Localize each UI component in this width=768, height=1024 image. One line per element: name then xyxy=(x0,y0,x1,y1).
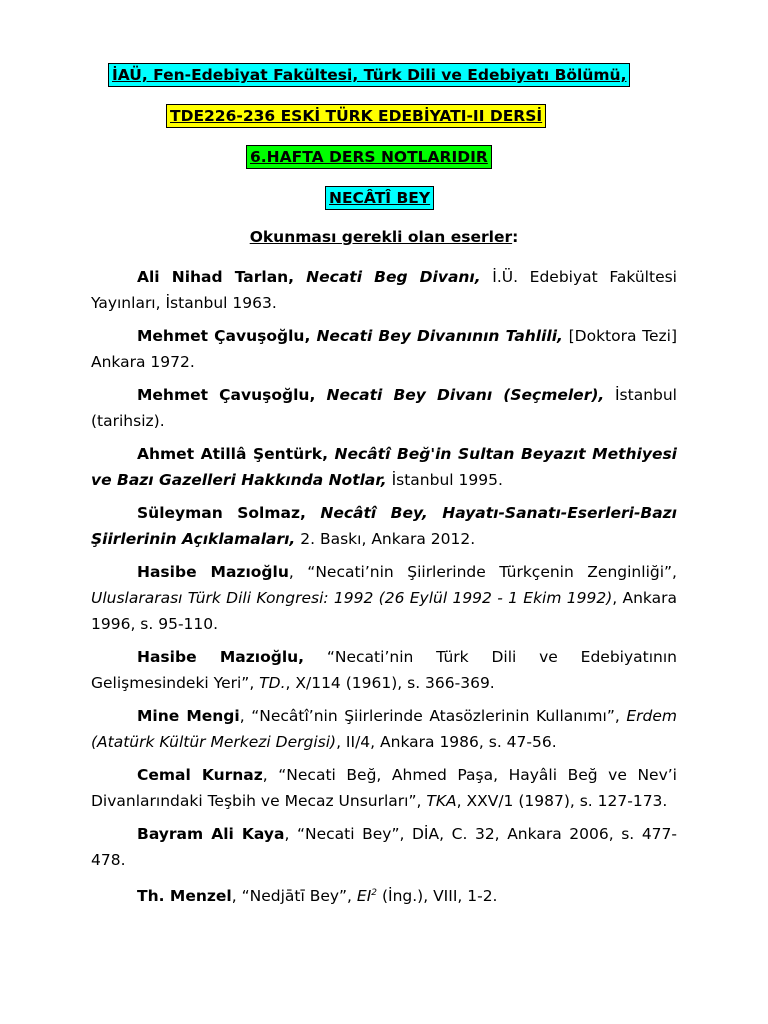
reference-details: , XXV/1 (1987), s. 127-173. xyxy=(456,792,668,810)
reference-item xyxy=(91,264,677,316)
reference-details: İ.Ü. Edebiyat Fakültesi Yayınları, İstanbul 1963. xyxy=(91,268,677,312)
reference-item xyxy=(91,644,677,696)
reference-title: , “Necati Beğ, Ahmed Paşa, Hayâli Beğ ve Nev’i Divanlarındaki Teşbih ve Mecaz Unsurları”, xyxy=(91,766,677,810)
reference-details: , II/4, Ankara 1986, s. 47-56. xyxy=(336,733,557,751)
reference-item xyxy=(91,323,677,375)
reference-work: Necati Bey Divanının Tahlili, xyxy=(310,327,563,345)
reference-title: , “Necâtî’nin Şiirlerinde Atasözlerinin Kullanımı”, xyxy=(239,707,627,725)
reference-item xyxy=(91,821,677,873)
reference-title: , “Necati Bey”, DİA, C. 32, Ankara 2006, s. 477-478. xyxy=(91,825,677,869)
reference-journal: TKA xyxy=(426,792,457,810)
course-heading-text: TDE226-236 ESKİ TÜRK EDEBİYATI-II DERSİ xyxy=(170,107,543,125)
reference-item xyxy=(91,500,677,552)
reference-list xyxy=(91,264,677,916)
course-heading xyxy=(166,104,546,128)
topic-heading xyxy=(325,186,434,210)
reference-work: Necâtî Beğ'in Sultan Beyazıt Methiyesi ve Bazı Gazelleri Hakkında Notlar, xyxy=(91,445,677,489)
reference-title: “Necati’nin Türk Dili ve Edebiyatının Gelişmesindeki Yeri”, xyxy=(91,648,677,692)
reference-author: Ali Nihad Tarlan, xyxy=(137,268,295,286)
reference-item xyxy=(91,703,677,755)
week-heading xyxy=(246,145,492,169)
reference-details: , Ankara 1996, s. 95-110. xyxy=(91,589,677,633)
reference-details: (İng.), VIII, 1-2. xyxy=(377,887,498,906)
week-heading-text: 6.HAFTA DERS NOTLARIDIR xyxy=(250,148,488,166)
reference-details: , X/114 (1961), s. 366-369. xyxy=(285,674,495,692)
reference-journal: Uluslararası Türk Dili Kongresi: 1992 (26 Eylül 1992 - 1 Ekim 1992) xyxy=(91,589,613,607)
reference-journal: Erdem (Atatürk Kültür Merkezi Dergisi) xyxy=(91,707,677,751)
reference-details: İstanbul (tarihsiz). xyxy=(91,386,677,430)
reference-work: Necâtî Bey, Hayatı-Sanatı-Eserleri-Bazı Şiirlerinin Açıklamaları, xyxy=(91,504,677,548)
reference-author: Ahmet Atillâ Şentürk, xyxy=(137,445,328,463)
reference-item xyxy=(91,559,677,637)
reading-list-title: Okunması gerekli olan eserler: xyxy=(249,228,519,246)
reference-item xyxy=(91,382,677,434)
reference-journal: EI xyxy=(356,887,372,906)
reference-author: Mehmet Çavuşoğlu, xyxy=(137,386,316,404)
reference-item xyxy=(91,441,677,493)
faculty-heading-text: İAÜ, Fen-Edebiyat Fakültesi, Türk Dili ve Edebiyatı Bölümü, xyxy=(112,66,627,84)
reference-author: Mine Mengi xyxy=(137,707,240,725)
reference-author: Th. Menzel xyxy=(137,887,232,906)
reference-work: Necati Bey Divanı (Seçmeler), xyxy=(315,386,605,404)
reference-work: Necati Beg Divanı, xyxy=(294,268,481,286)
reference-details: İstanbul 1995. xyxy=(386,471,503,489)
reference-superscript: 2 xyxy=(371,888,378,898)
reference-author: Bayram Ali Kaya xyxy=(137,825,285,843)
reference-item xyxy=(91,880,677,909)
reference-author: Hasibe Mazıoğlu xyxy=(137,563,289,581)
reference-title: , “Nedjātī Bey”, xyxy=(231,887,357,906)
reference-details: [Doktora Tezi] Ankara 1972. xyxy=(91,327,677,371)
reference-author: Cemal Kurnaz xyxy=(137,766,263,784)
topic-heading-text: NECÂTÎ BEY xyxy=(329,189,431,207)
reference-item xyxy=(91,762,677,814)
reference-title: , “Necati’nin Şiirlerinde Türkçenin Zenginliği”, xyxy=(288,563,677,581)
reference-author: Hasibe Mazıoğlu, xyxy=(137,648,305,666)
reference-author: Süleyman Solmaz, xyxy=(137,504,306,522)
faculty-heading xyxy=(108,63,630,87)
reference-journal: TD. xyxy=(259,674,286,692)
reading-list-title-text: Okunması gerekli olan eserler xyxy=(249,228,513,246)
reference-details: 2. Baskı, Ankara 2012. xyxy=(295,530,476,548)
reference-author: Mehmet Çavuşoğlu, xyxy=(137,327,311,345)
